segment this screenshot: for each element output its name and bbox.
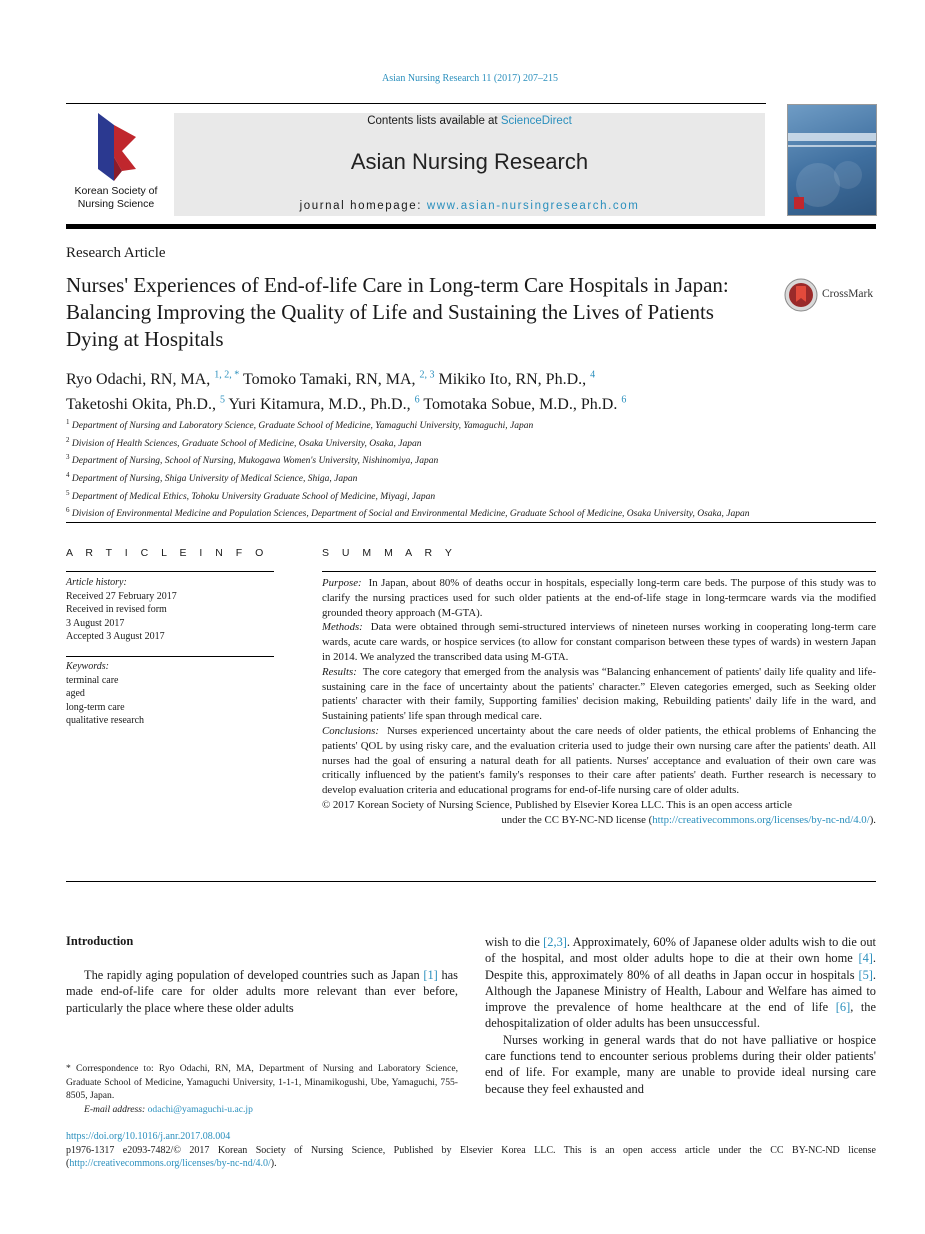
author-list <box>66 366 846 415</box>
sciencedirect-link[interactable]: ScienceDirect <box>500 115 572 127</box>
affiliation-item <box>66 487 778 505</box>
summary-purpose <box>322 576 876 620</box>
affiliation-number: 1 <box>66 418 70 426</box>
affiliation-number: 5 <box>66 488 70 497</box>
society-name <box>66 185 166 211</box>
body-text: wish to die <box>485 935 544 949</box>
body-text: . Although the Japanese Ministry of Health, Labour and Welfare has aimed to improve the prevalence of home healthcare at the end of life <box>485 967 876 1015</box>
summary-rule <box>322 571 876 572</box>
header-thick-rule <box>66 224 876 229</box>
article-info-rule <box>66 571 274 572</box>
author-affil-ref[interactable]: 2, 3 <box>419 370 435 381</box>
summary-heading: S U M M A R Y <box>322 547 457 559</box>
society-name-line2: Nursing Science <box>77 198 155 210</box>
article-title: Nurses' Experiences of End-of-life Care in Long-term Care Hospitals in Japan: Balancing Improving the Quality of Life and Sustaining the Lives of Patients Dying at Hospitals <box>66 273 729 351</box>
history-label: Article history: <box>66 577 127 588</box>
affiliation-item <box>66 469 778 487</box>
summary-conclusions <box>322 724 876 798</box>
correspondence-text: * Correspondence to: Ryo Odachi, RN, MA, Department of Nursing and Laboratory Science, Graduate School of Medicine, Yamaguchi University, 1-1-1, Minamikogushi, Ube, Yamaguchi, 755-8505, Japan. <box>66 1063 458 1101</box>
affiliations-rule <box>66 522 876 523</box>
reference-link[interactable]: [6] <box>835 1000 851 1015</box>
correspondence-footnote <box>66 1062 458 1116</box>
journal-name: Asian Nursing Research <box>350 149 589 174</box>
body-text: , the dehospitalization of older adults has been unsuccessful. <box>485 1000 876 1031</box>
author-name: Tomoko Tamaki, RN, MA, <box>242 371 416 389</box>
society-logo-icon <box>92 111 140 183</box>
crossmark-label: CrossMark <box>822 288 874 300</box>
author-name: Tomotaka Sobue, M.D., Ph.D. <box>423 395 618 413</box>
author-name: Ryo Odachi, RN, MA, <box>66 371 211 389</box>
methods-text: Data were obtained through semi-structured interviews of nineteen nurses working in cooperating long-term care wards, acute care wards, or hospice services (to allow for constant comparison between these types of wards) in western Japan in 2014. We analyzed the transcribed data using M-GTA. <box>322 621 876 663</box>
affiliation-number: 3 <box>66 453 70 462</box>
received-date: Received 27 February 2017 <box>66 590 177 602</box>
license-prefix: under the CC BY-NC-ND license ( <box>501 813 653 826</box>
bottom-license-link[interactable]: http://creativecommons.org/licenses/by-nc-nd/4.0/ <box>69 1158 271 1169</box>
author[interactable] <box>228 396 419 413</box>
author-affil-ref[interactable]: 6 <box>621 394 627 406</box>
body-column-right <box>485 934 876 1097</box>
license-suffix: ). <box>869 813 876 826</box>
reference-link[interactable]: [2,3] <box>543 935 567 949</box>
author-affil-ref[interactable]: 6 <box>414 394 420 406</box>
license-line <box>322 813 876 828</box>
results-text: The core category that emerged from the analysis was “Balancing enhancement of patients' daily life quality and life-sustaining care in the face of uncertainty about the patients' character.” Eleven categories emerged, such as Seeking older patients' character with their family, Supporting families' decision making, Rebuilding patients' daily life in the ward, and Sustaining patients' life span through medical care. <box>322 665 876 723</box>
society-logo <box>66 111 166 216</box>
contents-prefix: Contents lists available at <box>367 115 501 127</box>
author-name: Taketoshi Okita, Ph.D., <box>66 395 216 413</box>
conclusions-text: Nurses experienced uncertainty about the care needs of older patients, the ethical problems of Enhancing the patients' QOL by using risky care, and the evaluation criteria used to judge their own nursing care after the patients' death. All nurses had the goal of ensuring a natural death for all patients. Nurses' acceptance and evaluation of their own care was critically influenced by the patient's family's responses to their care after patients' death. Further research is necessary to develop evaluation criteria and educational programs for end-of-life nursing care of older adults. <box>322 724 876 797</box>
affiliation-text: Department of Nursing and Laboratory Science, Graduate School of Medicine, Yamaguchi University, Yamaguchi, Japan <box>71 421 534 432</box>
purpose-label: Purpose: <box>322 577 362 589</box>
results-label: Results: <box>322 665 357 678</box>
affiliation-text: Division of Environmental Medicine and Population Sciences, Department of Social and Environmental Medicine, Graduate School of Medicine, Osaka University, Osaka, Japan <box>71 509 750 520</box>
body-paragraph: Nurses working in general wards that do not have palliative or hospice care functions tend to encounter serious problems during their older patients' end of life. For example, many are unable to provide ideal nursing care because they feel exhausted and <box>485 1032 876 1096</box>
author[interactable] <box>66 371 239 388</box>
purpose-text: In Japan, about 80% of deaths occur in hospitals, especially long-term care beds. The purpose of this study was to clarify the nursing practices used for such older patients at the end-of-life stage in long-termcare wards via the modified grounded theory approach (M-GTA). <box>322 577 876 619</box>
affiliation-item <box>66 451 778 469</box>
header-rule <box>66 103 766 104</box>
email-label: E-mail address: <box>84 1103 146 1115</box>
crossmark-icon <box>784 278 818 312</box>
affiliation-text: Division of Health Sciences, Graduate School of Medicine, Osaka University, Osaka, Japan <box>71 438 422 449</box>
affiliation-text: Department of Nursing, Shiga University of Medical Science, Shiga, Japan <box>71 474 358 485</box>
issn-license-line <box>66 1144 876 1170</box>
keyword-item: aged <box>66 688 85 699</box>
email-link[interactable]: odachi@yamaguchi-u.ac.jp <box>147 1103 253 1115</box>
author-name: Mikiko Ito, RN, Ph.D., <box>438 371 587 389</box>
conclusions-label: Conclusions: <box>322 724 379 737</box>
body-paragraph <box>485 934 876 1032</box>
society-name-line1: Korean Society of <box>74 185 158 197</box>
body-text: has made end-of-life care for older adults more relevant than ever before, particularly the place where these older adults <box>66 968 458 1015</box>
body-paragraph <box>66 967 458 1016</box>
article-type: Research Article <box>66 245 166 261</box>
author-affil-ref[interactable]: 4 <box>590 370 596 381</box>
reference-link[interactable]: [4] <box>858 951 873 966</box>
author[interactable] <box>243 371 435 388</box>
crossmark-badge[interactable] <box>784 278 879 314</box>
affiliation-text: Department of Nursing, School of Nursing, Mukogawa Women's University, Nishinomiya, Japan <box>71 456 439 467</box>
summary-results <box>322 665 876 724</box>
contents-line <box>174 115 765 127</box>
author[interactable] <box>66 396 225 413</box>
reference-link[interactable]: [1] <box>423 968 438 982</box>
author-affil-ref[interactable]: 1, 2, * <box>214 370 240 381</box>
keywords-rule <box>66 656 274 657</box>
body-column-left <box>66 967 458 1016</box>
author[interactable] <box>423 396 626 413</box>
body-text: The rapidly aging population of developed countries such as Japan <box>84 968 424 982</box>
keyword-item: long-term care <box>66 701 125 713</box>
journal-banner <box>174 113 765 216</box>
article-history <box>66 576 274 644</box>
journal-cover-image <box>787 104 877 216</box>
issn-text: p1976-1317 e2093-7482/© 2017 Korean Society of Nursing Science, Published by Elsevier Korea LLC. This is an open access article under the CC BY-NC-ND license ( <box>66 1145 876 1169</box>
journal-citation[interactable]: Asian Nursing Research 11 (2017) 207–215 <box>382 73 558 84</box>
article-info-heading: A R T I C L E I N F O <box>66 547 269 559</box>
affiliation-number: 2 <box>66 435 70 444</box>
cover-art-icon <box>788 105 876 215</box>
affiliation-item <box>66 504 778 522</box>
doi-link[interactable]: https://doi.org/10.1016/j.anr.2017.08.004 <box>66 1131 231 1142</box>
affiliation-number: 6 <box>66 506 70 515</box>
affiliations <box>66 416 778 522</box>
author-name: Yuri Kitamura, M.D., Ph.D., <box>228 395 411 413</box>
keyword-item: qualitative research <box>66 715 145 726</box>
reference-link[interactable]: [5] <box>858 967 873 982</box>
body-text: . Despite this, approximately 80% of all deaths in Japan occur in hospitals <box>485 951 876 982</box>
revised-date: 3 August 2017 <box>66 617 125 629</box>
summary-abstract <box>322 576 876 828</box>
summary-methods <box>322 620 876 664</box>
author-affil-ref[interactable]: 5 <box>219 394 225 406</box>
homepage-prefix: journal homepage: <box>299 200 427 212</box>
homepage-line <box>174 200 765 212</box>
license-link[interactable]: http://creativecommons.org/licenses/by-nc-nd/4.0/ <box>652 813 870 826</box>
methods-label: Methods: <box>322 621 363 634</box>
affiliation-item <box>66 434 778 452</box>
introduction-heading: Introduction <box>66 934 134 948</box>
affiliation-text: Department of Medical Ethics, Tohoku University Graduate School of Medicine, Miyagi, Japan <box>71 491 436 502</box>
affiliation-item <box>66 416 778 434</box>
author[interactable] <box>439 371 596 388</box>
keywords-label: Keywords: <box>66 661 109 672</box>
body-text: . Approximately, 60% of Japanese older adults wish to die out of the hospital, and most older adults hope to die at their own home <box>485 935 876 966</box>
affiliation-number: 4 <box>66 470 70 479</box>
issn-suffix: ). <box>270 1158 277 1169</box>
copyright-line: © 2017 Korean Society of Nursing Science, Published by Elsevier Korea LLC. This is an open access article <box>322 798 793 811</box>
accepted-date: Accepted 3 August 2017 <box>66 631 165 642</box>
summary-bottom-rule <box>66 881 876 882</box>
revised-label: Received in revised form <box>66 604 167 615</box>
keyword-item: terminal care <box>66 674 119 686</box>
homepage-link[interactable]: www.asian-nursingresearch.com <box>426 200 640 212</box>
keywords <box>66 660 274 728</box>
